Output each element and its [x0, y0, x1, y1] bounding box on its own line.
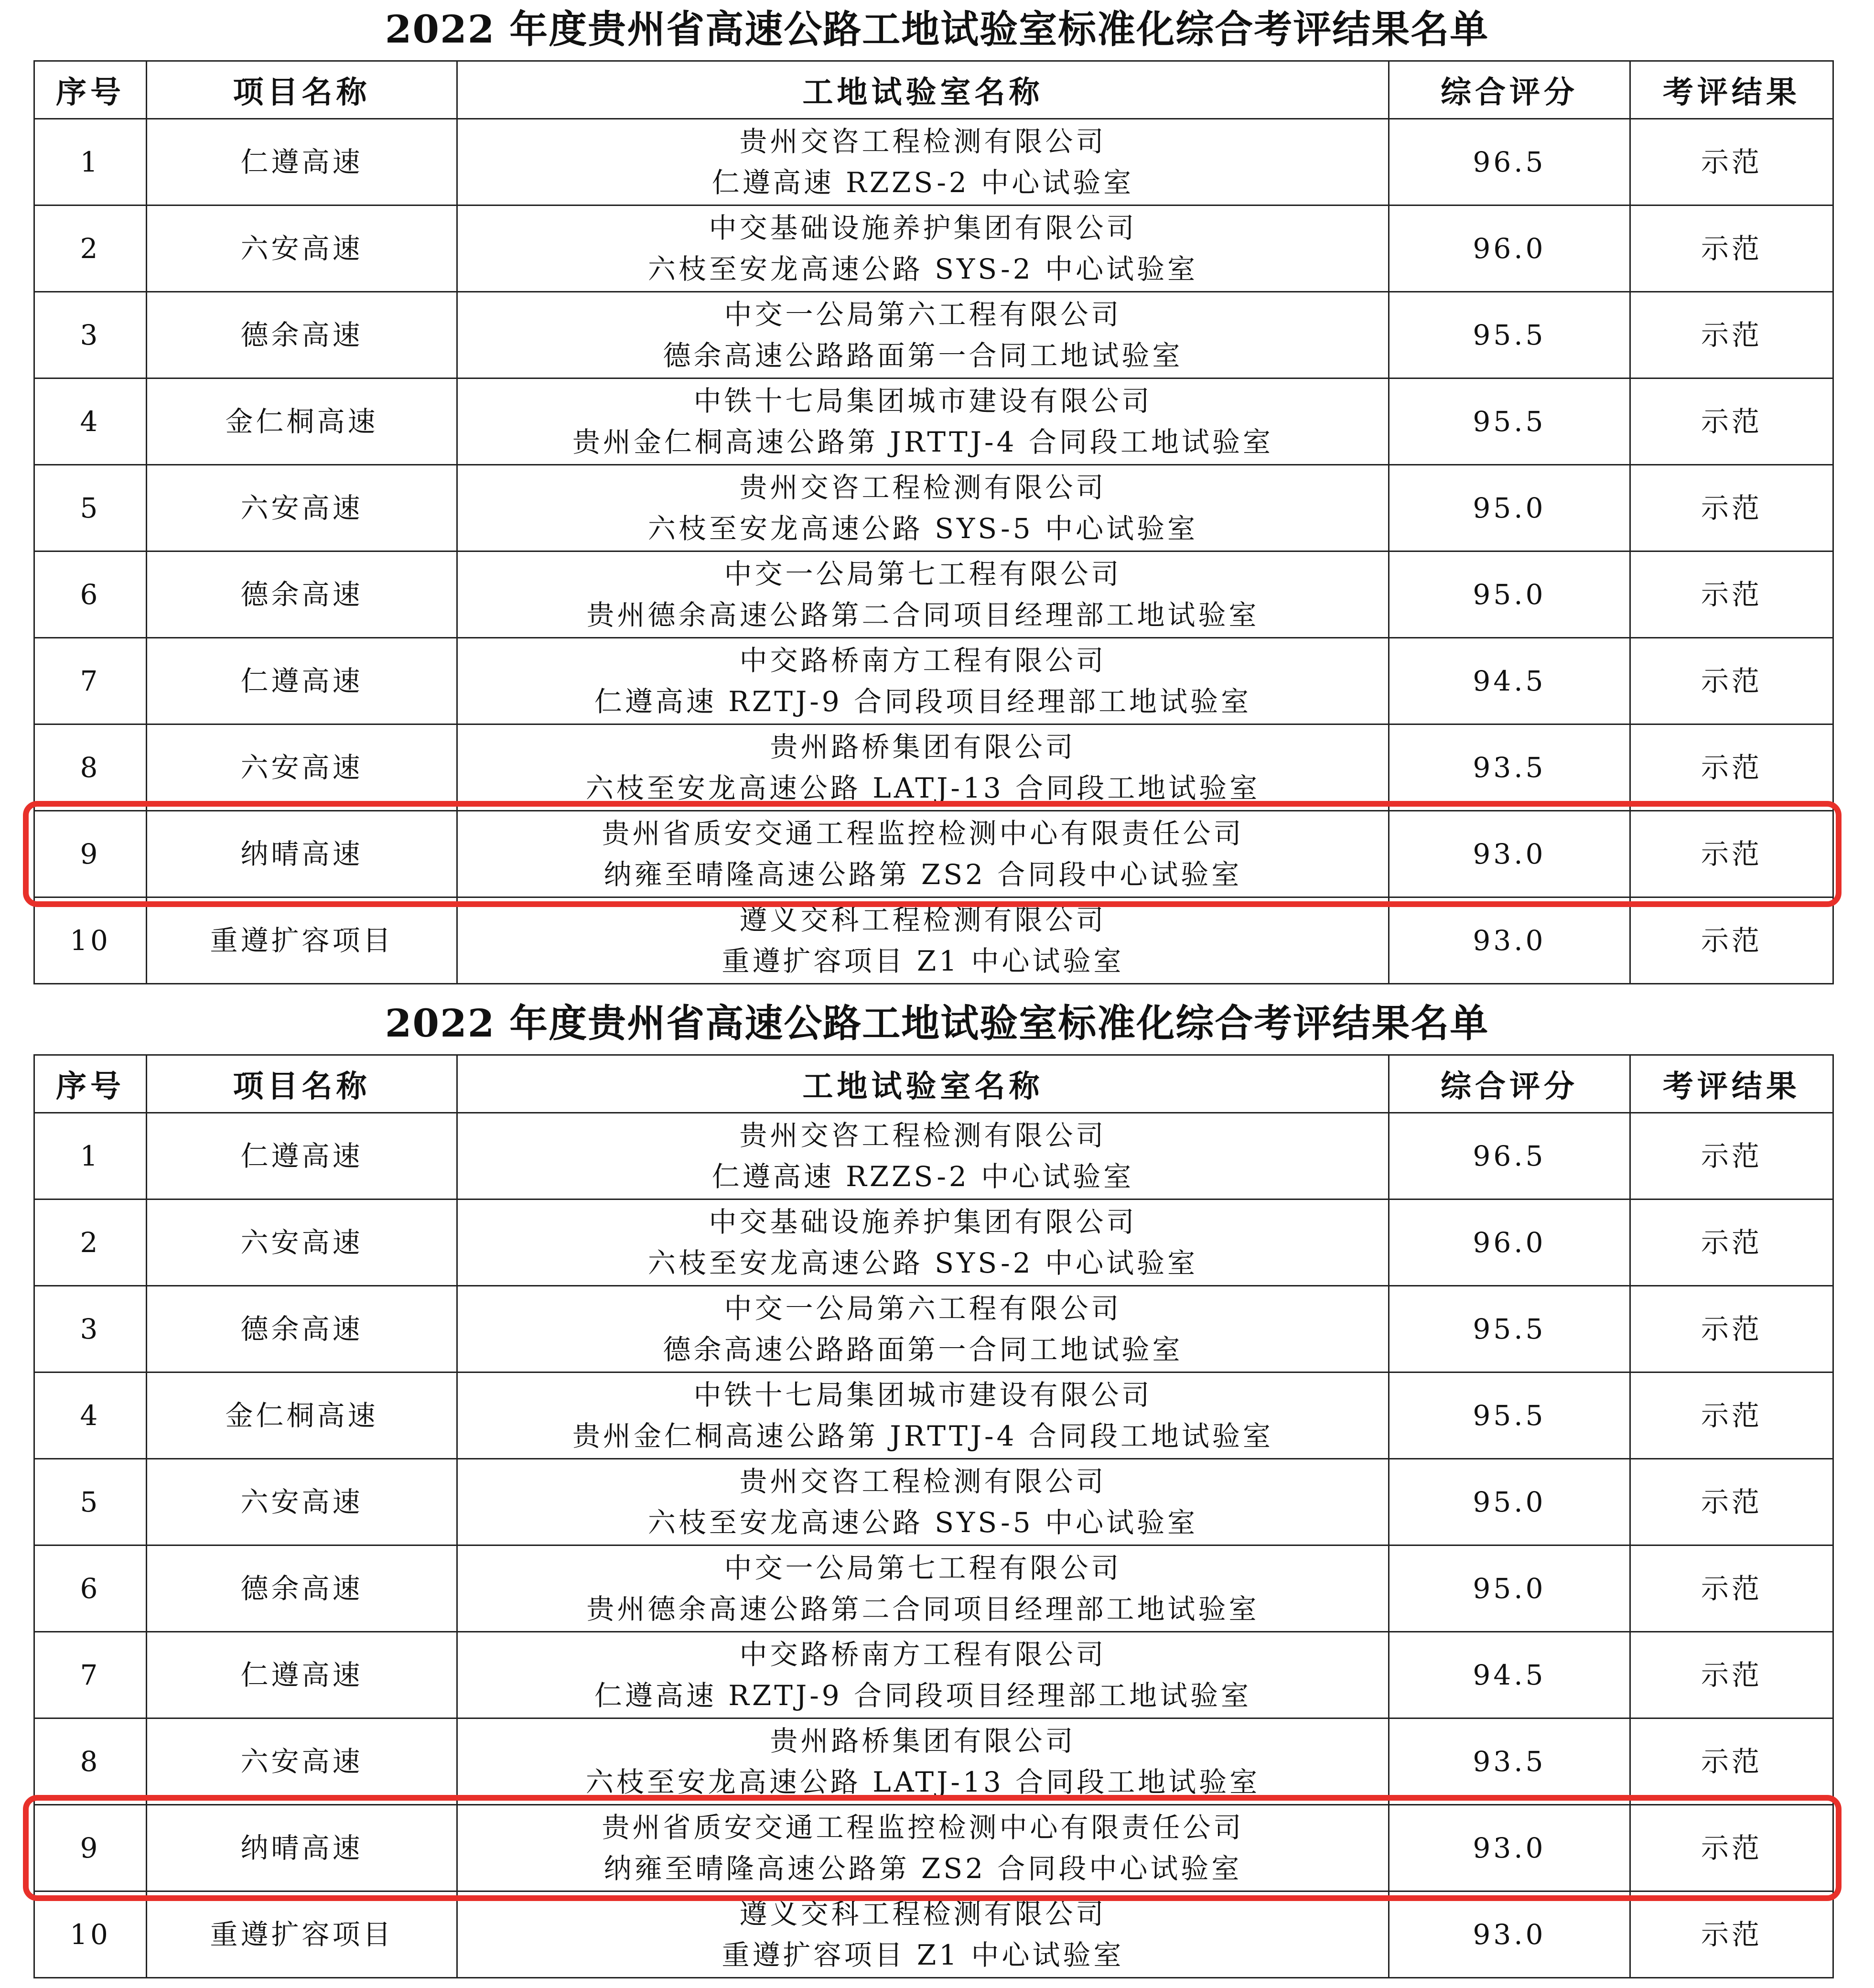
table-row: [34, 378, 1833, 465]
row-company: 中交一公局第七工程有限公司: [724, 1552, 1122, 1584]
row-result: 示范: [1630, 1199, 1833, 1286]
row-no: 6: [34, 1545, 147, 1632]
row-score: 96.0: [1389, 205, 1630, 292]
row-lab: [457, 638, 1389, 724]
row-lab: [457, 1632, 1389, 1718]
row-project: 六安高速: [147, 1199, 457, 1286]
row-lab-name: 贵州德余高速公路第二合同项目经理部工地试验室: [586, 1593, 1260, 1625]
row-score: 93.0: [1389, 897, 1630, 984]
document-title: 2022 年度贵州省高速公路工地试验室标准化综合考评结果名单: [385, 7, 1489, 52]
row-company: 贵州省质安交通工程监控检测中心有限责任公司: [602, 817, 1244, 850]
row-company: 中交一公局第六工程有限公司: [724, 1292, 1122, 1325]
row-lab-name: 六枝至安龙高速公路 LATJ-13 合同段工地试验室: [585, 772, 1260, 804]
row-score: 95.5: [1389, 1372, 1630, 1459]
row-result: 示范: [1630, 1372, 1833, 1459]
row-score: 94.5: [1389, 638, 1630, 724]
table-header-row: [34, 1055, 1833, 1113]
row-result: 示范: [1630, 1891, 1833, 1978]
row-lab-name: 德余高速公路路面第一合同工地试验室: [663, 1333, 1183, 1366]
row-company: 中铁十七局集团城市建设有限公司: [693, 385, 1152, 417]
row-result: 示范: [1630, 119, 1833, 205]
row-score: 93.0: [1389, 1891, 1630, 1978]
row-result: 示范: [1630, 897, 1833, 984]
row-lab-name: 六枝至安龙高速公路 SYS-5 中心试验室: [647, 1506, 1198, 1539]
row-no: 3: [34, 292, 147, 378]
row-lab: [457, 1199, 1389, 1286]
row-project: 六安高速: [147, 1718, 457, 1805]
row-project: 金仁桐高速: [147, 1372, 457, 1459]
table-row: [34, 1632, 1833, 1718]
row-company: 遵义交科工程检测有限公司: [739, 904, 1107, 936]
row-score: 95.5: [1389, 1286, 1630, 1372]
row-result: 示范: [1630, 551, 1833, 638]
row-no: 6: [34, 551, 147, 638]
table-row: [34, 897, 1833, 984]
row-no: 9: [34, 811, 147, 897]
row-lab-name: 重遵扩容项目 Z1 中心试验室: [722, 945, 1124, 977]
row-score: 95.5: [1389, 378, 1630, 465]
row-no: 5: [34, 1459, 147, 1545]
table-row: [34, 551, 1833, 638]
row-company: 中铁十七局集团城市建设有限公司: [693, 1379, 1152, 1411]
row-lab-name: 仁遵高速 RZTJ-9 合同段项目经理部工地试验室: [594, 1679, 1252, 1712]
row-lab-name: 六枝至安龙高速公路 LATJ-13 合同段工地试验室: [585, 1766, 1260, 1798]
table-row: [34, 292, 1833, 378]
row-lab: [457, 292, 1389, 378]
header-score: 综合评分: [1389, 1055, 1630, 1113]
row-lab-name: 贵州德余高速公路第二合同项目经理部工地试验室: [586, 599, 1260, 631]
row-lab-name: 德余高速公路路面第一合同工地试验室: [663, 339, 1183, 372]
row-score: 93.5: [1389, 1718, 1630, 1805]
row-project: 仁遵高速: [147, 1632, 457, 1718]
row-result: 示范: [1630, 1545, 1833, 1632]
table-row: [34, 724, 1833, 811]
row-lab: [457, 724, 1389, 811]
table-row: [34, 205, 1833, 292]
row-project: 重遵扩容项目: [147, 897, 457, 984]
row-result: 示范: [1630, 1286, 1833, 1372]
row-lab: [457, 1113, 1389, 1199]
row-project: 仁遵高速: [147, 119, 457, 205]
table-row: [34, 1459, 1833, 1545]
row-lab: [457, 119, 1389, 205]
table-row: [34, 465, 1833, 551]
row-score: 96.5: [1389, 1113, 1630, 1199]
row-project: 金仁桐高速: [147, 378, 457, 465]
row-company: 贵州交咨工程检测有限公司: [739, 471, 1107, 504]
row-lab: [457, 1459, 1389, 1545]
row-lab-name: 纳雍至晴隆高速公路第 ZS2 合同段中心试验室: [603, 858, 1242, 891]
row-lab: [457, 378, 1389, 465]
table-row: [34, 1718, 1833, 1805]
row-score: 94.5: [1389, 1632, 1630, 1718]
row-score: 93.0: [1389, 1805, 1630, 1891]
row-result: 示范: [1630, 378, 1833, 465]
row-project: 仁遵高速: [147, 1113, 457, 1199]
table-row: [34, 119, 1833, 205]
row-no: 2: [34, 205, 147, 292]
row-result: 示范: [1630, 1459, 1833, 1545]
row-project: 六安高速: [147, 1459, 457, 1545]
row-no: 10: [34, 897, 147, 984]
row-lab-name: 六枝至安龙高速公路 SYS-2 中心试验室: [647, 1247, 1198, 1279]
row-lab: [457, 551, 1389, 638]
row-company: 贵州交咨工程检测有限公司: [739, 1119, 1107, 1152]
header-no: 序号: [34, 1055, 147, 1113]
row-no: 8: [34, 1718, 147, 1805]
row-lab: [457, 1372, 1389, 1459]
row-lab-name: 仁遵高速 RZTJ-9 合同段项目经理部工地试验室: [594, 685, 1252, 718]
row-company: 中交基础设施养护集团有限公司: [709, 212, 1137, 244]
table-row: [34, 1199, 1833, 1286]
header-lab: 工地试验室名称: [457, 1055, 1389, 1113]
table-row: [34, 1891, 1833, 1978]
results-document-bottom: [0, 994, 1874, 1988]
highlight-box: [23, 1795, 1842, 1901]
row-company: 中交路桥南方工程有限公司: [739, 644, 1107, 677]
header-no: 序号: [34, 61, 147, 119]
table-row: [34, 1113, 1833, 1199]
row-project: 纳晴高速: [147, 1805, 457, 1891]
table-row: [34, 1545, 1833, 1632]
row-project: 德余高速: [147, 551, 457, 638]
row-score: 95.0: [1389, 1459, 1630, 1545]
row-no: 7: [34, 638, 147, 724]
header-result: 考评结果: [1630, 1055, 1833, 1113]
row-lab-name: 仁遵高速 RZZS-2 中心试验室: [711, 1160, 1134, 1193]
table-row: [34, 638, 1833, 724]
row-company: 中交一公局第七工程有限公司: [724, 558, 1122, 590]
row-lab: [457, 1718, 1389, 1805]
row-score: 95.5: [1389, 292, 1630, 378]
row-project: 仁遵高速: [147, 638, 457, 724]
row-lab-name: 仁遵高速 RZZS-2 中心试验室: [711, 166, 1134, 199]
row-no: 8: [34, 724, 147, 811]
row-lab-name: 六枝至安龙高速公路 SYS-2 中心试验室: [647, 253, 1198, 285]
row-lab: [457, 1545, 1389, 1632]
row-no: 9: [34, 1805, 147, 1891]
row-company: 贵州交咨工程检测有限公司: [739, 125, 1107, 158]
row-lab: [457, 1891, 1389, 1978]
row-no: 10: [34, 1891, 147, 1978]
row-lab-name: 贵州金仁桐高速公路第 JRTTJ-4 合同段工地试验室: [572, 1420, 1273, 1452]
row-result: 示范: [1630, 1632, 1833, 1718]
row-project: 六安高速: [147, 205, 457, 292]
row-lab: [457, 897, 1389, 984]
row-lab-name: 纳雍至晴隆高速公路第 ZS2 合同段中心试验室: [603, 1852, 1242, 1885]
row-company: 中交基础设施养护集团有限公司: [709, 1206, 1137, 1238]
row-project: 德余高速: [147, 1545, 457, 1632]
row-score: 95.0: [1389, 465, 1630, 551]
row-project: 六安高速: [147, 465, 457, 551]
row-project: 重遵扩容项目: [147, 1891, 457, 1978]
row-no: 1: [34, 119, 147, 205]
row-result: 示范: [1630, 292, 1833, 378]
row-no: 4: [34, 1372, 147, 1459]
row-result: 示范: [1630, 1718, 1833, 1805]
row-no: 2: [34, 1199, 147, 1286]
row-lab: [457, 205, 1389, 292]
row-company: 遵义交科工程检测有限公司: [739, 1898, 1107, 1930]
table-row: [34, 1372, 1833, 1459]
row-score: 95.0: [1389, 551, 1630, 638]
row-company: 中交一公局第六工程有限公司: [724, 298, 1122, 331]
row-lab: [457, 465, 1389, 551]
row-project: 纳晴高速: [147, 811, 457, 897]
row-result: 示范: [1630, 465, 1833, 551]
row-lab: [457, 1286, 1389, 1372]
row-company: 贵州路桥集团有限公司: [770, 731, 1076, 763]
header-project: 项目名称: [147, 61, 457, 119]
row-score: 93.0: [1389, 811, 1630, 897]
row-company: 贵州交咨工程检测有限公司: [739, 1465, 1107, 1498]
table-row: [34, 1286, 1833, 1372]
row-result: 示范: [1630, 811, 1833, 897]
row-result: 示范: [1630, 205, 1833, 292]
row-score: 93.5: [1389, 724, 1630, 811]
row-score: 95.0: [1389, 1545, 1630, 1632]
row-score: 96.5: [1389, 119, 1630, 205]
header-result: 考评结果: [1630, 61, 1833, 119]
row-project: 德余高速: [147, 1286, 457, 1372]
row-company: 贵州路桥集团有限公司: [770, 1725, 1076, 1757]
header-project: 项目名称: [147, 1055, 457, 1113]
row-project: 六安高速: [147, 724, 457, 811]
row-result: 示范: [1630, 638, 1833, 724]
row-lab-name: 贵州金仁桐高速公路第 JRTTJ-4 合同段工地试验室: [572, 426, 1273, 458]
row-no: 7: [34, 1632, 147, 1718]
highlight-box: [23, 801, 1842, 907]
row-project: 德余高速: [147, 292, 457, 378]
header-lab: 工地试验室名称: [457, 61, 1389, 119]
row-score: 96.0: [1389, 1199, 1630, 1286]
row-lab-name: 六枝至安龙高速公路 SYS-5 中心试验室: [647, 512, 1198, 545]
row-no: 5: [34, 465, 147, 551]
row-company: 贵州省质安交通工程监控检测中心有限责任公司: [602, 1811, 1244, 1844]
row-no: 4: [34, 378, 147, 465]
row-lab-name: 重遵扩容项目 Z1 中心试验室: [722, 1939, 1124, 1971]
row-result: 示范: [1630, 1805, 1833, 1891]
row-result: 示范: [1630, 1113, 1833, 1199]
header-score: 综合评分: [1389, 61, 1630, 119]
row-result: 示范: [1630, 724, 1833, 811]
table-header-row: [34, 61, 1833, 119]
row-no: 3: [34, 1286, 147, 1372]
row-company: 中交路桥南方工程有限公司: [739, 1638, 1107, 1671]
row-no: 1: [34, 1113, 147, 1199]
document-title: 2022 年度贵州省高速公路工地试验室标准化综合考评结果名单: [385, 1001, 1489, 1046]
